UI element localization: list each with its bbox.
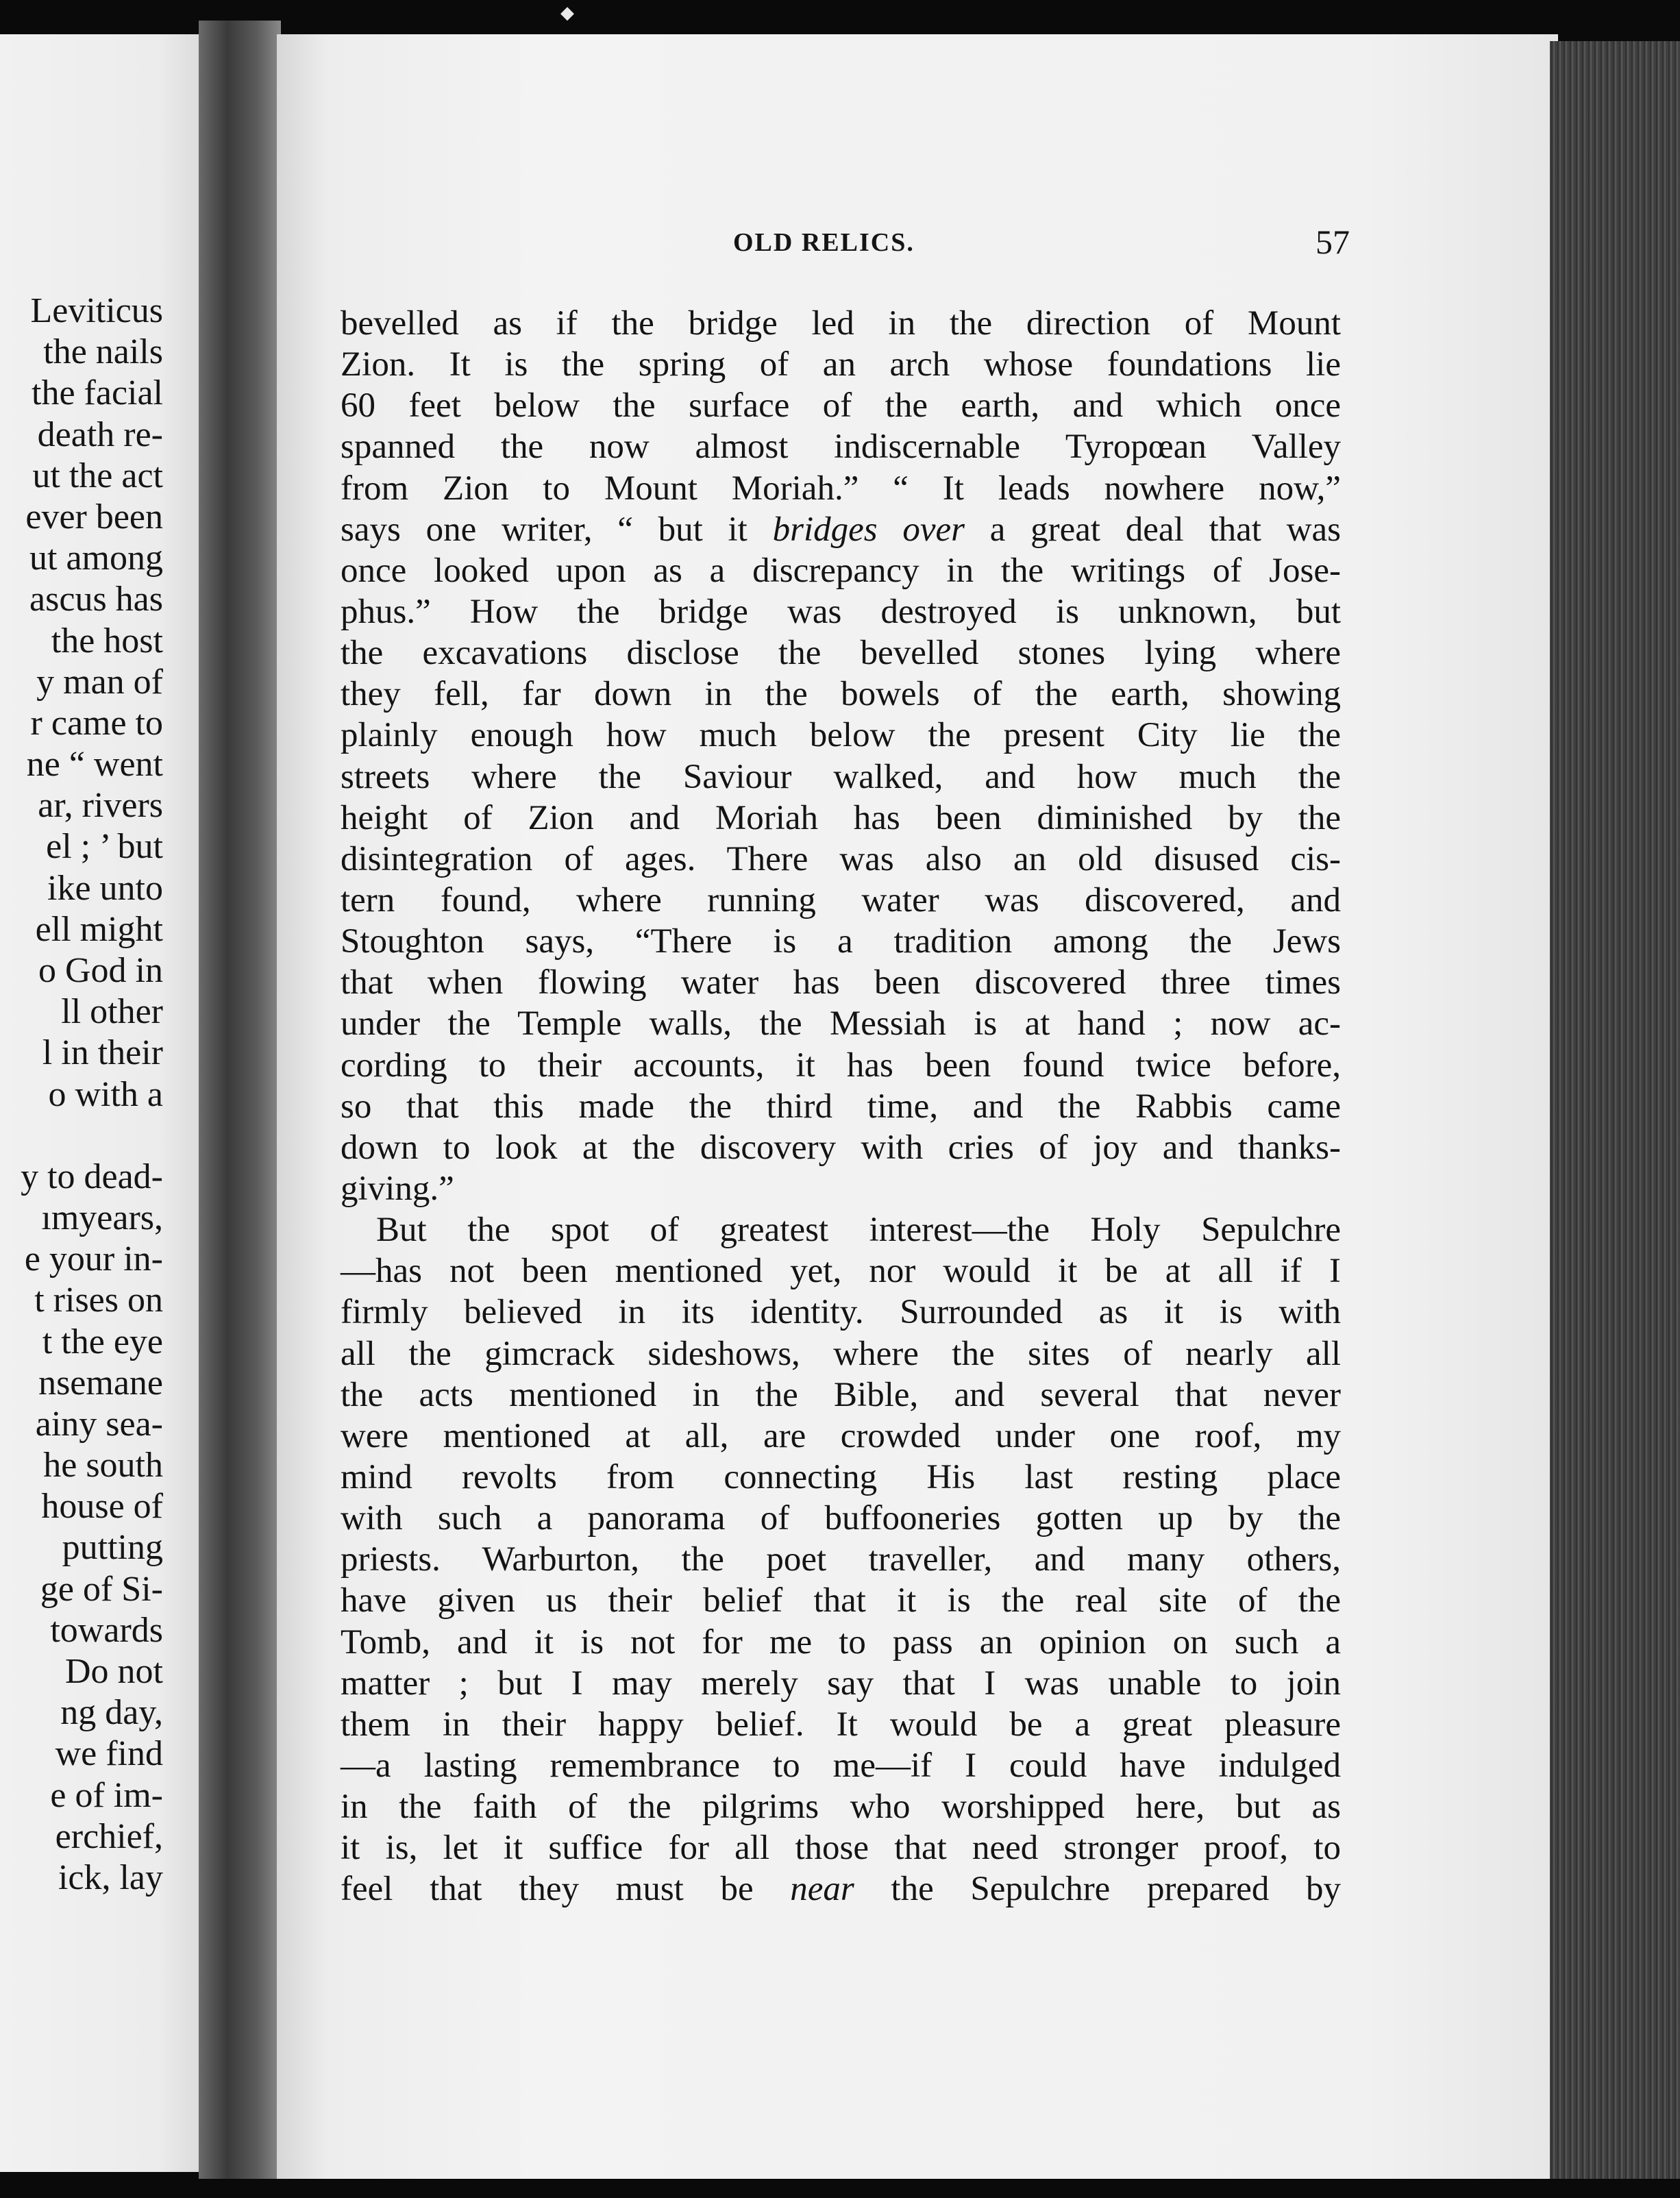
italic-phrase: bridges over: [772, 510, 965, 549]
left-page-line: we find: [55, 1734, 163, 1774]
left-page-line: ut among: [29, 539, 163, 578]
text-line: all the gimcrack sideshows, where the sites of nearly all: [341, 1334, 1341, 1373]
scanner-mark-icon: ◆: [560, 3, 574, 23]
left-page-line: r came to: [30, 703, 163, 743]
text-line: plainly enough how much below the present City lie the: [341, 716, 1341, 755]
left-page-line: ne “ went: [26, 745, 163, 785]
text-line: in the faith of the pilgrims who worshipped here, but as: [341, 1788, 1341, 1827]
line-text: feel that they must be: [341, 1870, 791, 1909]
left-page-line: ımyears,: [41, 1198, 163, 1237]
left-page-line: towards: [50, 1610, 163, 1650]
left-page-line: ick, lay: [58, 1857, 163, 1897]
line-text: says one writer, “ but it: [341, 510, 773, 549]
text-line: once looked upon as a discrepancy in the writings of Jose-: [341, 551, 1341, 590]
left-page-line: ascus has: [29, 580, 163, 619]
page-edges: [1550, 41, 1680, 2179]
left-page-line: t rises on: [34, 1281, 163, 1320]
text-line: the excavations disclose the bevelled stones lying where: [341, 634, 1341, 673]
text-line: have given us their belief that it is the real site of the: [341, 1581, 1341, 1620]
italic-phrase: near: [790, 1870, 854, 1909]
text-line: streets where the Saviour walked, and how much the: [341, 757, 1341, 796]
left-page-line: ge of Si-: [40, 1569, 163, 1609]
left-page-line: el ; ’ but: [46, 827, 163, 867]
text-line: giving.”: [341, 1169, 454, 1208]
text-line: bevelled as if the bridge led in the direction of Mount: [341, 304, 1341, 343]
page-number: 57: [1315, 223, 1350, 261]
left-page-line: ar, rivers: [38, 786, 163, 826]
left-page-line: y to dead-: [21, 1157, 163, 1196]
text-line: But the spot of greatest interest—the Holy Sepulchre: [376, 1211, 1341, 1250]
text-line: Tomb, and it is not for me to pass an opinion on such a: [341, 1622, 1341, 1662]
left-page-line: o with a: [48, 1074, 163, 1114]
left-page-line: the nails: [43, 332, 163, 372]
text-line: [341, 1868, 1341, 1910]
text-line: tern found, where running water was discovered, and: [341, 880, 1341, 919]
left-page-text: [21, 291, 163, 1899]
text-line: from Zion to Mount Moriah.” “ It leads nowhere now,”: [341, 469, 1341, 508]
left-facing-page: [0, 34, 226, 2172]
left-page-line: Leviticus: [30, 291, 163, 330]
running-head: OLD RELICS.: [733, 228, 915, 257]
text-line: 60 feet below the surface of the earth, and which once: [341, 386, 1341, 425]
text-line: under the Temple walls, the Messiah is at hand ; now ac-: [341, 1004, 1341, 1044]
text-line: down to look at the discovery with cries of joy and thanks-: [341, 1128, 1341, 1167]
text-line: —a lasting remembrance to me—if I could have indulged: [341, 1746, 1341, 1785]
left-page-line: erchief,: [55, 1816, 163, 1856]
text-line: they fell, far down in the bowels of the earth, showing: [341, 675, 1341, 714]
left-page-line: e of im-: [50, 1775, 163, 1815]
left-page-line: ng day,: [60, 1693, 163, 1733]
text-line: them in their happy belief. It would be a great pleasure: [341, 1705, 1341, 1744]
text-line: disintegration of ages. There was also an old disused cis-: [341, 839, 1341, 878]
text-line: [341, 509, 1341, 550]
text-line: the acts mentioned in the Bible, and several that never: [341, 1375, 1341, 1414]
left-page-line: ainy sea-: [35, 1404, 163, 1444]
left-page-line: l in their: [42, 1033, 163, 1073]
line-text: a great deal that was: [964, 510, 1342, 549]
text-line: —has not been mentioned yet, nor would it be at all if I: [341, 1252, 1341, 1291]
text-line: so that this made the third time, and the Rabbis came: [341, 1087, 1341, 1126]
text-line: priests. Warburton, the poet traveller, and many others,: [341, 1540, 1341, 1579]
left-page-line: e your in-: [24, 1239, 163, 1279]
left-page-line: y man of: [36, 662, 163, 702]
text-line: matter ; but I may merely say that I was unable to join: [341, 1664, 1341, 1703]
left-page-line: ever been: [25, 497, 163, 536]
left-page-line: death re-: [37, 415, 163, 454]
left-page-line: putting: [62, 1528, 163, 1568]
left-page-line: ll other: [61, 992, 163, 1032]
line-text: the Sepulchre prepared by: [854, 1870, 1341, 1909]
text-line: firmly believed in its identity. Surrounded as it is with: [341, 1293, 1341, 1332]
text-line: Stoughton says, “There is a tradition among the Jews: [341, 922, 1341, 961]
page-header: [733, 223, 1350, 269]
text-line: phus.” How the bridge was destroyed is unknown, but: [341, 592, 1341, 631]
book-gutter: [199, 21, 281, 2179]
left-page-line: t the eye: [42, 1322, 163, 1361]
left-page-line: ell might: [35, 909, 163, 949]
left-page-line: o God in: [38, 951, 163, 990]
text-line: were mentioned at all, are crowded under one roof, my: [341, 1416, 1341, 1455]
text-line: with such a panorama of buffooneries gotten up by the: [341, 1499, 1341, 1538]
text-line: cording to their accounts, it has been found twice before,: [341, 1046, 1341, 1085]
left-page-line: the host: [51, 621, 163, 660]
left-page-line: nsemane: [38, 1363, 163, 1403]
left-page-line: house of: [41, 1487, 163, 1527]
left-page-line: he south: [43, 1446, 163, 1485]
text-line: height of Zion and Moriah has been diminished by the: [341, 798, 1341, 837]
text-line: mind revolts from connecting His last resting place: [341, 1457, 1341, 1496]
left-page-line: [21, 1115, 163, 1157]
text-line: that when flowing water has been discovered three times: [341, 963, 1341, 1002]
text-line: it is, let it suffice for all those that need stronger proof, to: [341, 1829, 1341, 1868]
left-page-line: the facial: [32, 373, 163, 413]
left-page-line: Do not: [65, 1652, 163, 1691]
left-page-line: ut the act: [32, 456, 163, 495]
body-text: [341, 303, 1341, 1910]
text-line: Zion. It is the spring of an arch whose foundations lie: [341, 345, 1341, 384]
left-page-line: ike unto: [47, 868, 163, 908]
text-line: spanned the now almost indiscernable Tyropœan Valley: [341, 428, 1341, 467]
